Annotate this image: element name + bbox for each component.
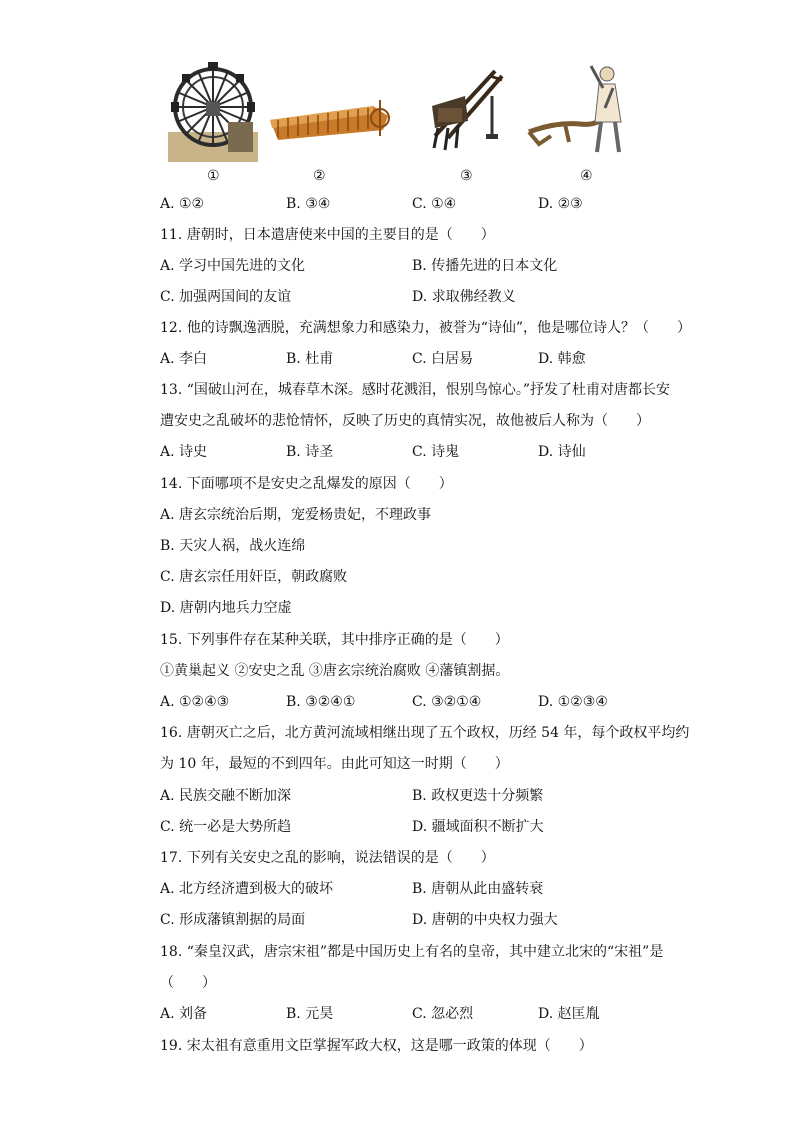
q18-option-a[interactable]: A. 刘备 (160, 1006, 208, 1022)
q10-option-c[interactable]: C. ①④ (412, 196, 457, 212)
q16-option-c[interactable]: C. 统一必是大势所趋 (160, 819, 292, 835)
q11-option-a[interactable]: A. 学习中国先进的文化 (160, 258, 306, 274)
seed-drill-image (420, 66, 505, 156)
q13-option-a[interactable]: A. 诗史 (160, 444, 208, 460)
q13-stem-line-1: 13. “国破山河在，城春草木深。感时花溅泪，恨别鸟惊心。”抒发了杜甫对唐都长安 (160, 382, 671, 398)
q14-option-b[interactable]: B. 天灾人祸，战火连绵 (160, 538, 306, 554)
q14-option-c[interactable]: C. 唐玄宗任用奸臣，朝政腐败 (160, 569, 348, 585)
q15-option-a[interactable]: A. ①②④③ (160, 694, 230, 710)
q13-option-b[interactable]: B. 诗圣 (286, 444, 334, 460)
q10-option-b[interactable]: B. ③④ (286, 196, 331, 212)
q16-stem-line-1: 16. 唐朝灭亡之后，北方黄河流域相继出现了五个政权，历经 54 年，每个政权平均约 (160, 725, 690, 741)
q11-stem: 11. 唐朝时，日本遣唐使来中国的主要目的是（ ） (160, 227, 495, 243)
q18-stem-line-2: （ ） (160, 975, 216, 991)
q18-option-b[interactable]: B. 元昊 (286, 1006, 334, 1022)
q16-option-b[interactable]: B. 政权更迭十分频繁 (412, 788, 544, 804)
q12-option-a[interactable]: A. 李白 (160, 351, 208, 367)
q15-option-c[interactable]: C. ③②①④ (412, 694, 482, 710)
q18-option-c[interactable]: C. 忽必烈 (412, 1006, 474, 1022)
q11-option-b[interactable]: B. 传播先进的日本文化 (412, 258, 558, 274)
q14-stem: 14. 下面哪项不是安史之乱爆发的原因（ ） (160, 476, 453, 492)
q12-option-d[interactable]: D. 韩愈 (538, 351, 586, 367)
q11-option-c[interactable]: C. 加强两国间的友谊 (160, 289, 292, 305)
q10-option-d[interactable]: D. ②③ (538, 196, 583, 212)
q17-option-b[interactable]: B. 唐朝从此由盛转衰 (412, 881, 544, 897)
q12-stem: 12. 他的诗飘逸洒脱，充满想象力和感染力，被誉为“诗仙”，他是哪位诗人？（ ） (160, 320, 692, 336)
q15-option-b[interactable]: B. ③②④① (286, 694, 356, 710)
chain-pump-image (268, 90, 393, 150)
image-label-1: ① (207, 168, 220, 184)
q16-option-a[interactable]: A. 民族交融不断加深 (160, 788, 292, 804)
q16-stem-line-2: 为 10 年，最短的不到四年。由此可知这一时期（ ） (160, 756, 509, 772)
q12-option-c[interactable]: C. 白居易 (412, 351, 474, 367)
q15-sub-items: ①黄巢起义 ②安史之乱 ③唐玄宗统治腐败 ④藩镇割据。 (160, 663, 510, 679)
plough-figure-image (525, 62, 635, 162)
q17-option-a[interactable]: A. 北方经济遭到极大的破坏 (160, 881, 334, 897)
q15-option-d[interactable]: D. ①②③④ (538, 694, 608, 710)
q14-option-a[interactable]: A. 唐玄宗统治后期，宠爱杨贵妃，不理政事 (160, 507, 432, 523)
q17-stem: 17. 下列有关安史之乱的影响，说法错误的是（ ） (160, 850, 495, 866)
q13-option-c[interactable]: C. 诗鬼 (412, 444, 460, 460)
q18-option-d[interactable]: D. 赵匡胤 (538, 1006, 600, 1022)
q13-option-d[interactable]: D. 诗仙 (538, 444, 586, 460)
q13-stem-line-2: 遭安史之乱破坏的悲怆情怀，反映了历史的真情实况，故他被后人称为（ ） (160, 413, 650, 429)
q18-stem-line-1: 18. “秦皇汉武，唐宗宋祖”都是中国历史上有名的皇帝，其中建立北宋的“宋祖”是 (160, 944, 664, 960)
image-label-3: ③ (460, 168, 473, 184)
q16-option-d[interactable]: D. 疆域面积不断扩大 (412, 819, 544, 835)
tool-images (160, 62, 630, 162)
q14-option-d[interactable]: D. 唐朝内地兵力空虚 (160, 600, 292, 616)
water-wheel-image (168, 62, 258, 162)
q17-option-c[interactable]: C. 形成藩镇割据的局面 (160, 912, 306, 928)
q19-stem: 19. 宋太祖有意重用文臣掌握军政大权，这是哪一政策的体现（ ） (160, 1038, 593, 1054)
q15-stem: 15. 下列事件存在某种关联，其中排序正确的是（ ） (160, 632, 509, 648)
q17-option-d[interactable]: D. 唐朝的中央权力强大 (412, 912, 558, 928)
q12-option-b[interactable]: B. 杜甫 (286, 351, 334, 367)
image-label-2: ② (313, 168, 326, 184)
q10-option-a[interactable]: A. ①② (160, 196, 205, 212)
q11-option-d[interactable]: D. 求取佛经教义 (412, 289, 516, 305)
image-label-4: ④ (580, 168, 593, 184)
